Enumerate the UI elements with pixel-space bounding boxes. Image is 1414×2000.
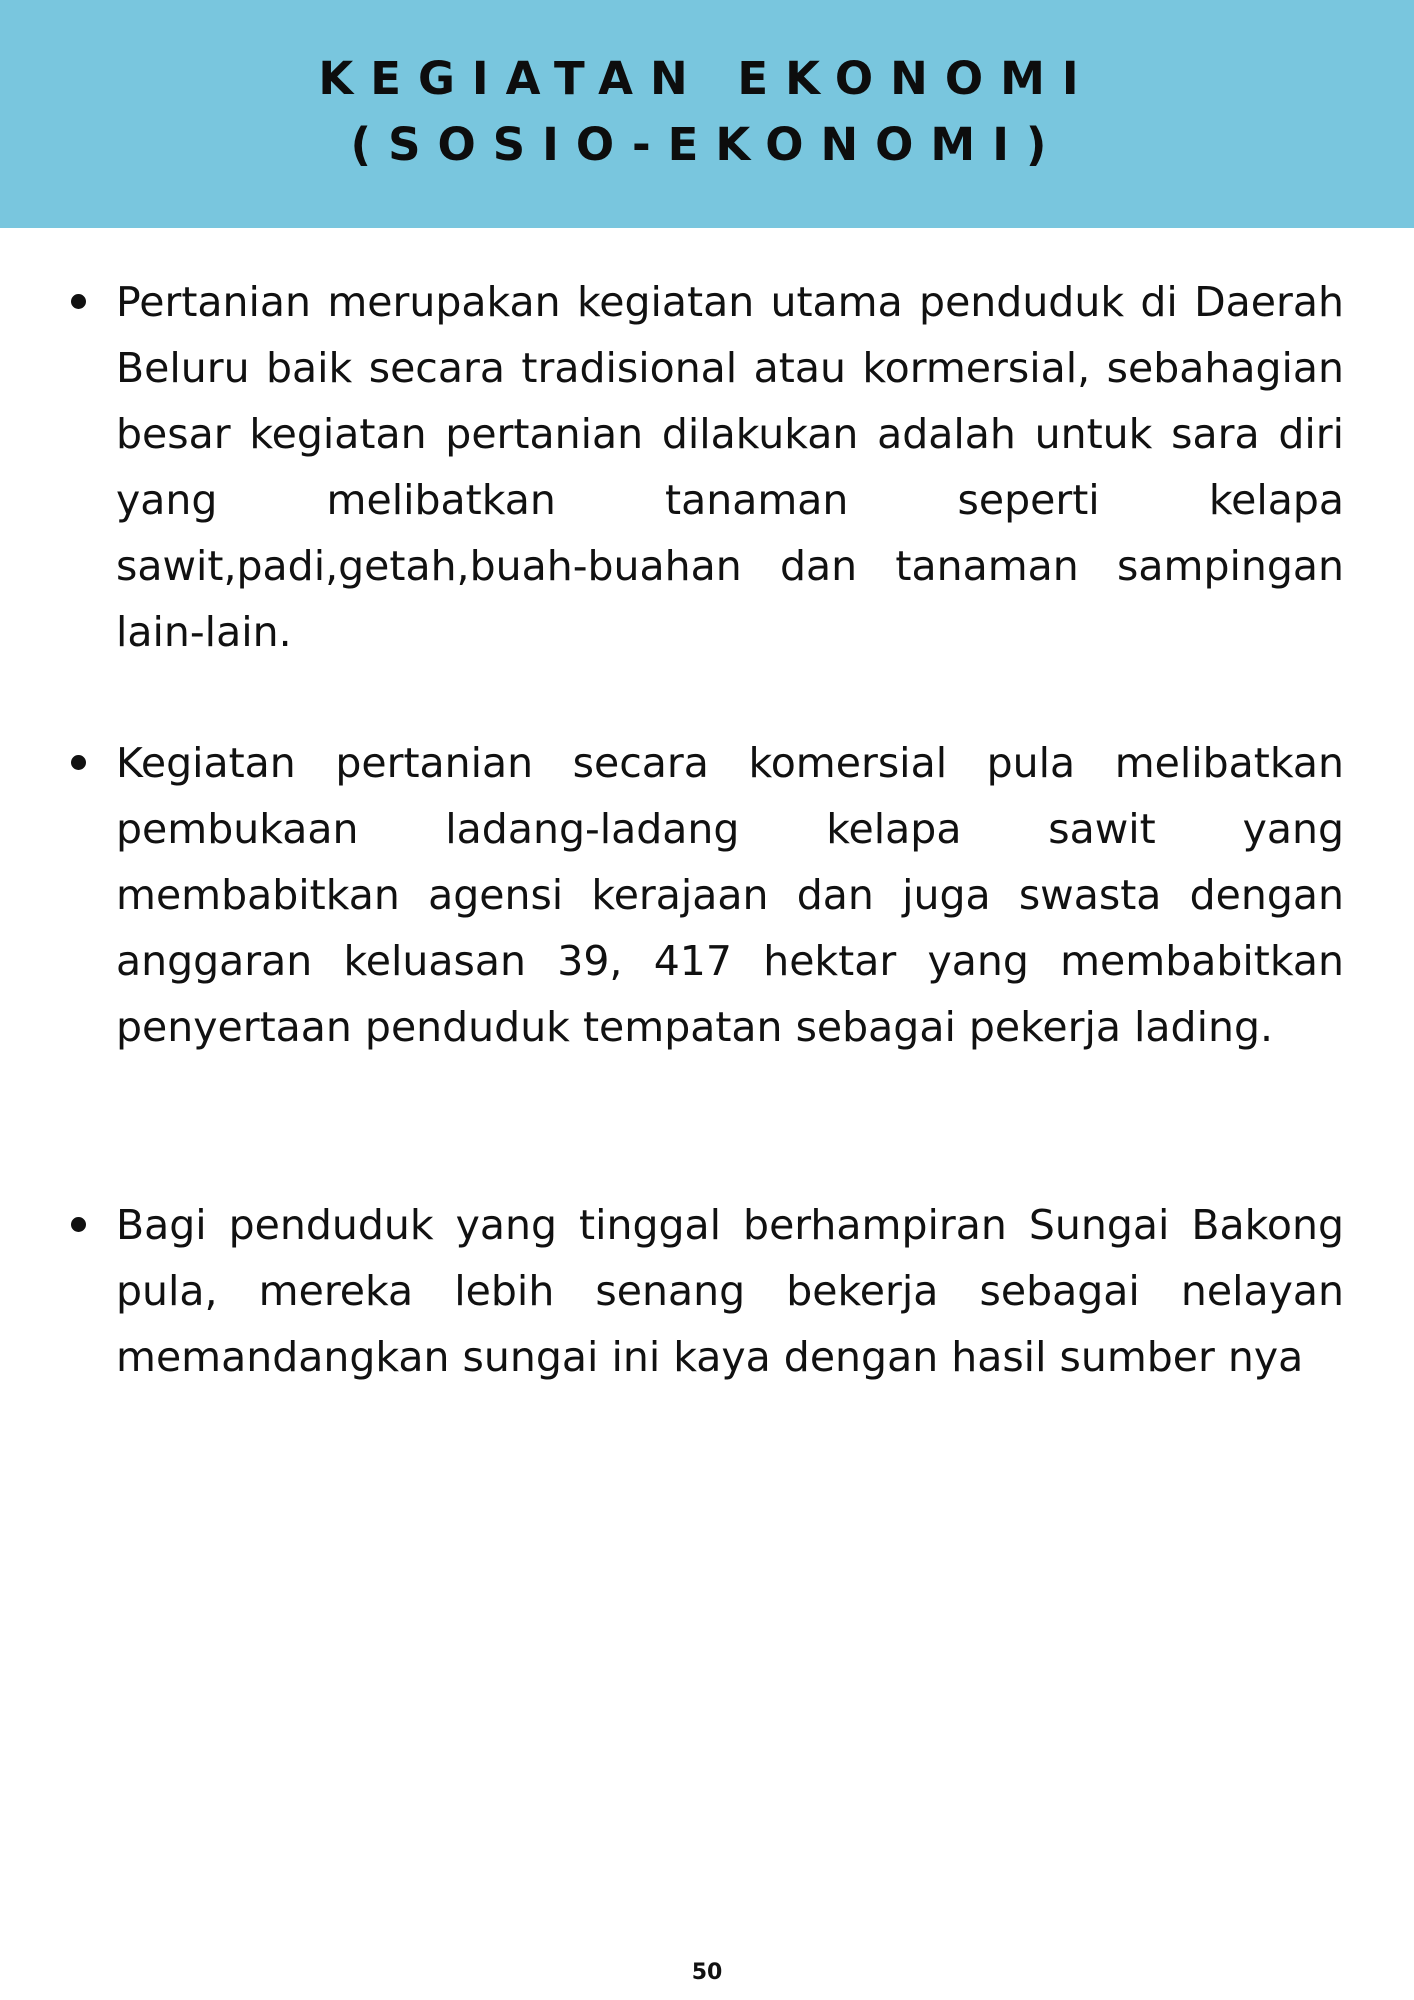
page-subtitle: (SOSIO-EKONOMI) <box>350 118 1064 171</box>
list-item-text: Kegiatan pertanian secara komersial pula melibatkan pembukaan ladang-ladang kelapa sawit yang membabitkan agensi kerajaan dan juga swasta dengan anggaran keluasan 39, 417 hektar yang membabitkan penyertaan penduduk tempatan sebagai pekerja lading. <box>116 739 1344 1051</box>
list-item <box>116 1192 1344 1390</box>
page-title: KEGIATAN EKONOMI <box>318 52 1096 105</box>
list-item-text: Bagi penduduk yang tinggal berhampiran Sungai Bakong pula, mereka lebih senang bekerja sebagai nelayan memandangkan sungai ini kaya dengan hasil sumber nya <box>116 1201 1344 1381</box>
header-band <box>0 0 1414 228</box>
list-item <box>116 269 1344 665</box>
bullet-icon <box>71 1217 86 1232</box>
bullet-icon <box>71 755 86 770</box>
bullet-icon <box>71 294 86 309</box>
list-item-text: Pertanian merupakan kegiatan utama penduduk di Daerah Beluru baik secara tradisional atau kormersial, sebahagian besar kegiatan pertanian dilakukan adalah untuk sara diri yang melibatkan tanaman seperti kelapa sawit,padi,getah,buah-buahan dan tanaman sampingan lain-lain. <box>116 278 1344 656</box>
list-item <box>116 730 1344 1060</box>
page-number: 50 <box>691 1960 723 1985</box>
